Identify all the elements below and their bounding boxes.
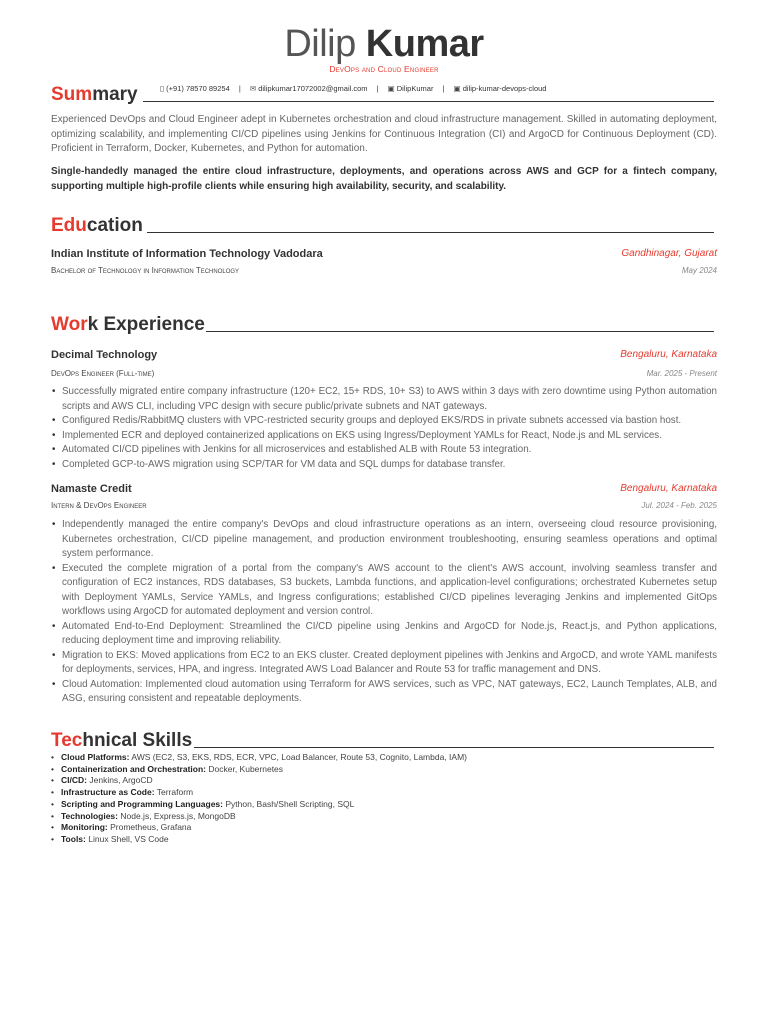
list-item: • CI/CD: Jenkins, ArgoCD (51, 775, 717, 787)
company-location: Bengaluru, Karnataka (620, 483, 717, 494)
job-details (51, 501, 717, 517)
education-entry (51, 248, 717, 264)
list-item: • Independently managed the entire company's DevOps and cloud infrastructure operations as an intern, overseeing cloud resource provisioning, Kubernetes orchestration, CI/CD pipeline management, and production environment troubleshooting, ensuring seamless operations and optimal system performance. (51, 518, 717, 562)
list-item: • Cloud Automation: Implemented cloud automation using Terraform for AWS services, such as VPC, NAT gateways, EC2, Launch Templates, ALB, and ASG, ensuring consistent and repeatable deployments. (51, 678, 717, 707)
linkedin-text: dilip-kumar-devops-cloud (462, 84, 547, 93)
list-item: • Executed the complete migration of a portal from the company's AWS account to the client's AWS account, involving seamless transfer and configuration of EC2 instances, RDS databases, S3 buckets, Lambda functions, and application-level configurations; orchestrated Kubernetes setup with Deployment YAMLs, Service YAMLs, and Ingress configurations; established CI/CD pipelines leveraging Jenkins and implemented GitOps workflows using ArgoCD for automated deployment and version control. (51, 562, 717, 620)
linkedin-icon: ▣ (453, 84, 461, 93)
education-title: Education (51, 215, 143, 236)
education-details (51, 266, 717, 282)
summary-title: Summary (51, 84, 138, 105)
job-role: Intern & DevOps Engineer (51, 501, 147, 510)
first-name: Dilip (284, 23, 356, 65)
list-item: • Successfully migrated entire company infrastructure (120+ EC2, 15+ RDS, 10+ S3) to AWS within 3 days with zero downtime using Python automation scripts and AWS CLI, including VPC design with secure public/private subnets and NAT gateways. (51, 385, 717, 414)
skills-heading (51, 730, 714, 754)
company-name: Decimal Technology (51, 349, 158, 361)
job-role: DevOps Engineer (Full-time) (51, 369, 155, 378)
section-rule (143, 101, 714, 102)
degree: Bachelor of Technology in Information Technology (51, 266, 240, 275)
job-entry (51, 483, 717, 499)
list-item: • Completed GCP-to-AWS migration using SCP/TAR for VM data and SQL dumps for database transfer. (51, 458, 717, 473)
job-entry (51, 349, 717, 365)
list-item: • Automated End-to-End Deployment: Streamlined the CI/CD pipeline using Jenkins and ArgoCD for Node.js, React.js, and Python applications, reducing deployment time and improving reliability. (51, 620, 717, 649)
list-item: • Cloud Platforms: AWS (EC2, S3, EKS, RDS, ECR, VPC, Load Balancer, Route 53, Cognito, Lambda, IAM) (51, 752, 717, 764)
list-item: • Configured Redis/RabbitMQ clusters with VPC-restricted security groups and deployed EKS/RDS in private subnets accessed via bastion host. (51, 414, 717, 429)
contact-separator: | (376, 84, 379, 93)
company-location: Bengaluru, Karnataka (620, 349, 717, 360)
list-item: • Infrastructure as Code: Terraform (51, 787, 717, 799)
summary-text: Experienced DevOps and Cloud Engineer adept in Kubernetes orchestration and cloud infrastructure management. Skilled in automating deployment, optimizing scalability, and implementing CI/CD pipelines using Jenkins for Continuous Integration (CI) and ArgoCD for Continuous Deployment (CD). Proficient in Terraform, Docker, Kubernetes, and Python for automation. (51, 114, 717, 154)
list-item: • Technologies: Node.js, Express.js, MongoDB (51, 811, 717, 823)
list-item: • Automated CI/CD pipelines with Jenkins for all microservices and established ALB with Route 53 integration. (51, 443, 717, 458)
graduation-date: May 2024 (681, 266, 717, 275)
skills-list (51, 752, 717, 846)
section-rule (194, 747, 714, 748)
list-item: • Tools: Linux Shell, VS Code (51, 834, 717, 846)
list-item: • Containerization and Orchestration: Docker, Kubernetes (51, 764, 717, 776)
last-name: Kumar (365, 23, 484, 65)
job-details (51, 369, 717, 385)
skills-title: Technical Skills (51, 730, 193, 751)
institution-name: Indian Institute of Information Technology Vadodara (51, 248, 323, 260)
experience-heading (51, 314, 714, 338)
contact-separator: | (238, 84, 241, 93)
experience-title: Work Experience (51, 314, 205, 335)
section-rule (147, 232, 714, 233)
job-position: DevOps and Cloud Engineer (329, 64, 439, 74)
company-name: Namaste Credit (51, 483, 132, 495)
job-dates: Jul. 2024 - Feb. 2025 (641, 501, 717, 510)
envelope-icon: ✉ (249, 84, 257, 93)
education-heading (51, 215, 714, 239)
candidate-name (0, 22, 768, 66)
phone-text: (+91) 78570 89254 (166, 84, 230, 93)
summary-highlight: Single-handedly managed the entire cloud infrastructure, deployments, and operations across AWS and GCP for a fintech company, supporting multiple high-profile clients while ensuring high availability, security, and scalability. (51, 166, 717, 192)
email-text: dilipkumar17072002@gmail.com (258, 84, 368, 93)
github-icon: ▣ (387, 84, 395, 93)
summary-heading (51, 84, 714, 108)
list-item: • Implemented ECR and deployed containerized applications on EKS using Ingress/Deployment YAMLs for React, Node.js and ML services. (51, 429, 717, 444)
job-bullets (51, 518, 717, 707)
list-item: • Monitoring: Prometheus, Grafana (51, 822, 717, 834)
institution-location: Gandhinagar, Gujarat (621, 248, 717, 259)
contact-separator: | (442, 84, 445, 93)
mobile-icon: ▯ (160, 84, 165, 93)
list-item: • Migration to EKS: Moved applications from EC2 to an EKS cluster. Created deployment pipelines with Jenkins and ArgoCD, and wrote YAML manifests for deployments, services, HPA, and ingress. Integrated AWS Load Balancer and Route 53 for traffic management and DNS. (51, 649, 717, 678)
section-rule (206, 331, 714, 332)
list-item: • Scripting and Programming Languages: Python, Bash/Shell Scripting, SQL (51, 799, 717, 811)
job-dates: Mar. 2025 - Present (646, 369, 717, 378)
job-bullets (51, 385, 717, 472)
github-text: DilipKumar (396, 84, 434, 93)
